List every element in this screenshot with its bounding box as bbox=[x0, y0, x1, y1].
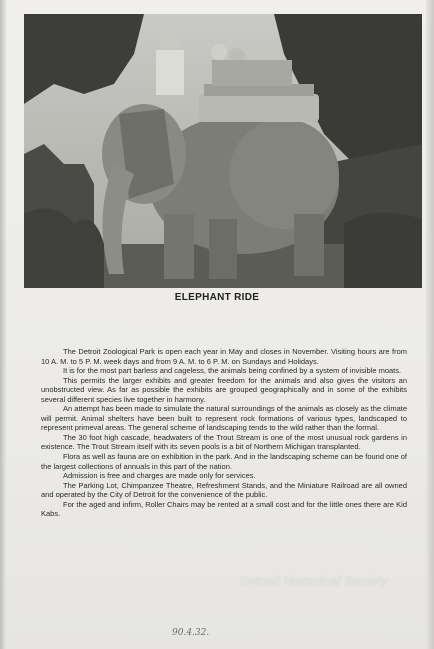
photo-illustration bbox=[24, 14, 422, 288]
paragraph: This permits the larger exhibits and greater freedom for the animals and also gives the visitors an unobstructed view. As far as possible the exhibits are grouped geographically and in some of the exhibits several different species live together in harmony. bbox=[41, 375, 407, 404]
page-title: ELEPHANT RIDE bbox=[174, 292, 260, 303]
paragraph: The 30 foot high cascade, headwaters of the Trout Stream is one of the most unusual rock gardens in existence. The Trout Stream itself with its seven pools is a bit of Northern Michigan transplanted. bbox=[41, 432, 407, 452]
page-edge-right bbox=[426, 0, 434, 649]
elephant-ride-photo bbox=[24, 14, 422, 288]
body-text bbox=[41, 347, 407, 519]
paragraph: Admission is free and charges are made only for services. bbox=[63, 471, 256, 481]
paragraph: An attempt has been made to simulate the natural surroundings of the animals as closely as the climate will permit. Animal shelters have been built to represent rock formations of various types, landscaped to represent primeval areas. The general scheme of landscaping tends to the wild rather than the formal. bbox=[41, 404, 407, 433]
paragraph: The Parking Lot, Chimpanzee Theatre, Refreshment Stands, and the Miniature Railroad are all owned and operated by the City of Detroit for the convenience of the public. bbox=[41, 480, 407, 500]
page-edge-left bbox=[0, 0, 6, 649]
paragraph: For the aged and infirm, Roller Chairs may be rented at a small cost and for the little ones there are Kid Kabs. bbox=[41, 499, 407, 519]
watermark: Detroit Historical Society bbox=[240, 574, 388, 588]
paragraph: It is for the most part barless and cageless, the animals being confined by a system of invisible moats. bbox=[63, 366, 402, 376]
paragraph: The Detroit Zoological Park is open each year in May and closes in November. Visiting hours are from 10 A. M. to 5 P. M. week days and from 9 A. M. to 6 P. M. on Sundays and Holidays. bbox=[41, 347, 407, 366]
paragraph: Flora as well as fauna are on exhibition in the park. And in the landscaping scheme can be found one of the largest collections of annuals in this part of the nation. bbox=[41, 452, 407, 471]
handwritten-catalog-number: 90.4.32. bbox=[172, 628, 210, 638]
